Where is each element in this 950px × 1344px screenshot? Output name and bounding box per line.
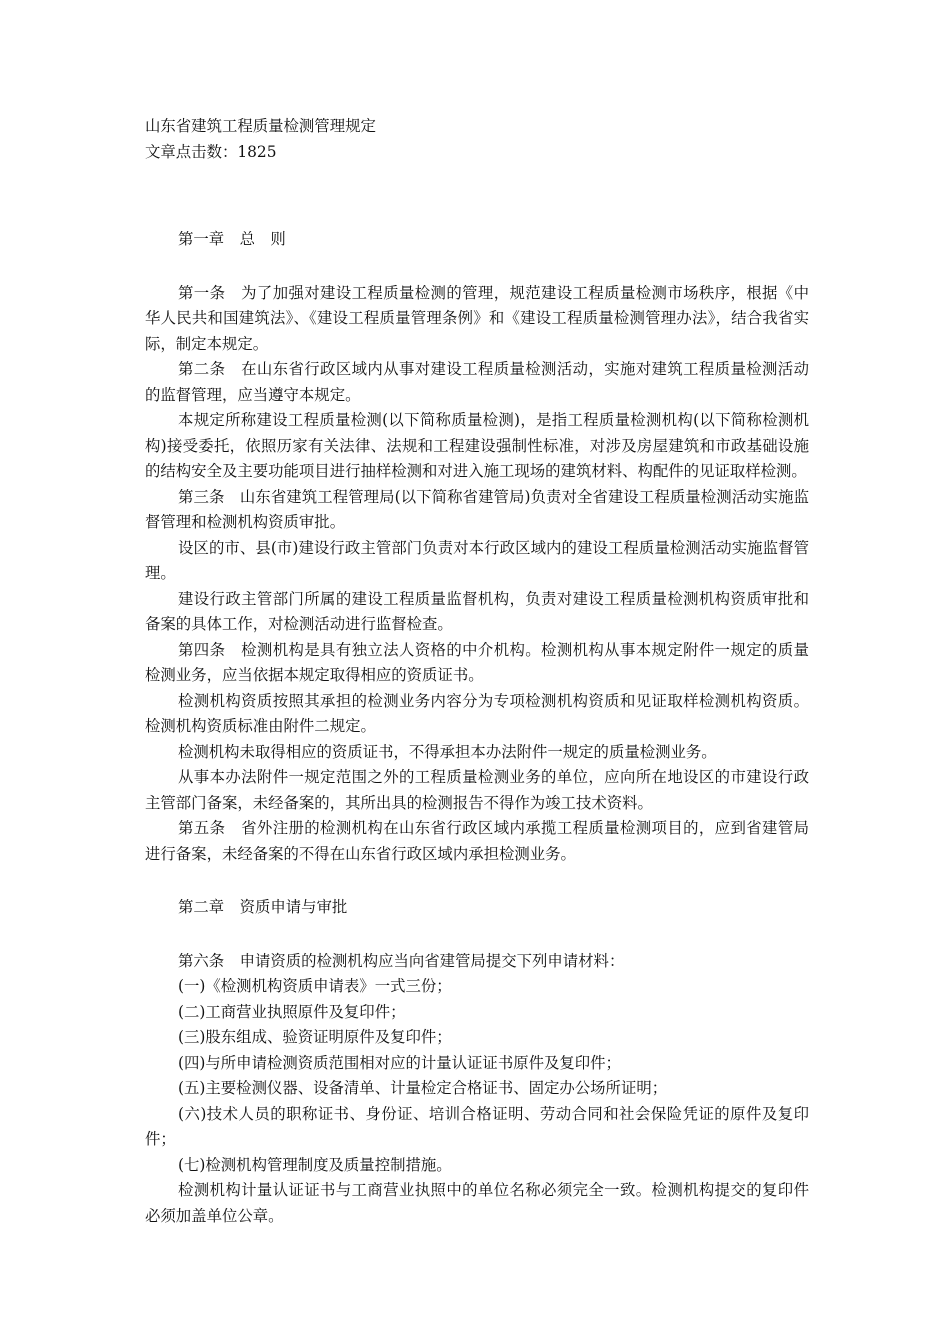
article-3: 第三条 山东省建筑工程管理局(以下简称省建管局)负责对全省建设工程质量检测活动实施监督管理和检测机构资质审批。 [145, 487, 809, 531]
article-3-city-county: 设区的市、县(市)建设行政主管部门负责对本行政区域内的建设工程质量检测活动实施监督管理。 [145, 538, 809, 582]
spacer [145, 921, 809, 949]
article-2-definition: 本规定所称建设工程质量检测(以下简称质量检测)，是指工程质量检测机构(以下简称检测机构)接受委托，依照历家有关法律、法规和工程建设强制性标准，对涉及房屋建筑和市政基础设施的结构安全及主要功能项目进行抽样检测和对进入施工现场的建筑材料、构配件的见证取样检测。 [145, 411, 809, 480]
chapter-1-heading: 第一章 总 则 [178, 230, 286, 248]
list-item-7: (七)检测机构管理制度及质量控制措施。 [178, 1155, 452, 1174]
list-item-3: (三)股东组成、验资证明原件及复印件； [178, 1028, 452, 1046]
spacer [145, 867, 809, 895]
article-6: 第六条 申请资质的检测机构应当向省建管局提交下列申请材料： [178, 951, 625, 970]
click-count: 文章点击数：1825 [145, 142, 277, 161]
spacer [145, 253, 809, 281]
spacer [145, 165, 809, 227]
chapter-2-heading: 第二章 资质申请与审批 [178, 898, 348, 916]
article-5: 第五条 省外注册的检测机构在山东省行政区域内承揽工程质量检测项目的，应到省建管局进行备案，未经备案的不得在山东省行政区域内承担检测业务。 [145, 819, 809, 863]
article-4: 第四条 检测机构是具有独立法人资格的中介机构。检测机构从事本规定附件一规定的质量检测业务，应当依据本规定取得相应的资质证书。 [145, 640, 809, 684]
list-item-4: (四)与所申请检测资质范围相对应的计量认证证书原件及复印件； [178, 1053, 621, 1072]
article-3-supervision: 建设行政主管部门所属的建设工程质量监督机构，负责对建设工程质量检测机构资质审批和备案的具体工作，对检测活动进行监督检查。 [145, 589, 809, 633]
article-1: 第一条 为了加强对建设工程质量检测的管理，规范建设工程质量检测市场秩序，根据《中华人民共和国建筑法》、《建设工程质量管理条例》和《建设工程质量检测管理办法》，结合我省实际，制定本规定。 [145, 283, 809, 353]
document-page [145, 114, 809, 1229]
list-item-2: (二)工商营业执照原件及复印件； [178, 1002, 406, 1021]
article-4-filing: 从事本办法附件一规定范围之外的工程质量检测业务的单位，应向所在地设区的市建设行政主管部门备案，未经备案的，其所出具的检测报告不得作为竣工技术资料。 [145, 768, 809, 812]
list-item-1: (一)《检测机构资质申请表》一式三份； [178, 977, 452, 995]
article-6-note: 检测机构计量认证证书与工商营业执照中的单位名称必须完全一致。检测机构提交的复印件必须加盖单位公章。 [145, 1181, 809, 1225]
document-title: 山东省建筑工程质量检测管理规定 [145, 117, 376, 135]
article-2: 第二条 在山东省行政区域内从事对建设工程质量检测活动，实施对建筑工程质量检测活动的监督管理，应当遵守本规定。 [145, 360, 809, 404]
list-item-6: (六)技术人员的职称证书、身份证、培训合格证明、劳动合同和社会保险凭证的原件及复印件； [145, 1104, 809, 1148]
article-4-qualification: 检测机构资质按照其承担的检测业务内容分为专项检测机构资质和见证取样检测机构资质。检测机构资质标准由附件二规定。 [145, 691, 809, 735]
list-item-5: (五)主要检测仪器、设备清单、计量检定合格证书、固定办公场所证明； [178, 1079, 668, 1097]
article-4-no-certificate: 检测机构未取得相应的资质证书，不得承担本办法附件一规定的质量检测业务。 [178, 742, 717, 761]
